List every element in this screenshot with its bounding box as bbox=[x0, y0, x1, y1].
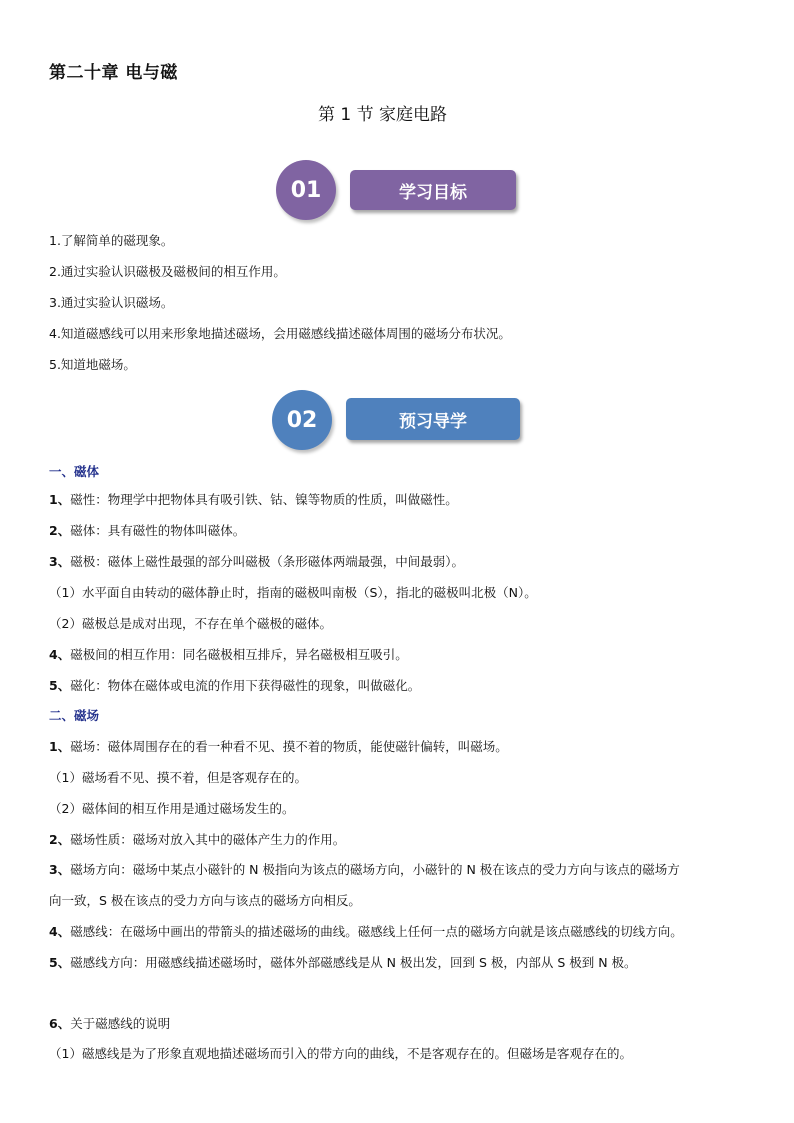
item-text: 磁场性质：磁场对放入其中的磁体产生力的作用。 bbox=[70, 832, 346, 847]
section-heading-magnets: 一、磁体 bbox=[49, 464, 100, 479]
badge-label-bar bbox=[346, 398, 520, 440]
item-number: 6、 bbox=[49, 1016, 71, 1031]
magnet-line bbox=[49, 676, 420, 694]
badge-label: 学习目标 bbox=[399, 182, 467, 203]
item-number: 4、 bbox=[49, 924, 71, 939]
field-line bbox=[49, 830, 345, 848]
item-text: （1）磁场看不见、摸不着，但是客观存在的。 bbox=[49, 770, 307, 785]
section-title: 第 1 节 家庭电路 bbox=[318, 105, 448, 125]
badge-number: 01 bbox=[290, 177, 322, 203]
objective-line: 3.通过实验认识磁场。 bbox=[49, 295, 174, 310]
item-text: （1）磁感线是为了形象直观地描述磁场而引入的带方向的曲线，不是客观存在的。但磁场是客观存在的。 bbox=[49, 1046, 632, 1061]
section-heading-magnetic-field: 二、磁场 bbox=[49, 708, 100, 723]
chapter-title: 第二十章 电与磁 bbox=[49, 63, 178, 83]
field-lines-line bbox=[49, 1014, 170, 1032]
item-text: 关于磁感线的说明 bbox=[70, 1016, 171, 1031]
magnet-line bbox=[49, 490, 458, 508]
badge-label-bar bbox=[350, 170, 516, 210]
item-text: 磁性：物理学中把物体具有吸引铁、钴、镍等物质的性质，叫做磁性。 bbox=[70, 492, 458, 507]
item-number: 3、 bbox=[49, 862, 71, 877]
badge-label: 预习导学 bbox=[399, 411, 467, 432]
item-number: 5、 bbox=[49, 955, 71, 970]
item-text: （1）水平面自由转动的磁体静止时，指南的磁极叫南极（S），指北的磁极叫北极（N）。 bbox=[49, 585, 537, 600]
item-text: 磁化：物体在磁体或电流的作用下获得磁性的现象，叫做磁化。 bbox=[70, 678, 421, 693]
field-line bbox=[49, 891, 361, 909]
objective-line: 4.知道磁感线可以用来形象地描述磁场，会用磁感线描述磁体周围的磁场分布状况。 bbox=[49, 326, 511, 341]
item-text: 磁感线方向：用磁感线描述磁场时，磁体外部磁感线是从 N 极出发，回到 S 极，内部从 S 极到 N 极。 bbox=[70, 955, 637, 970]
badge-number: 02 bbox=[286, 407, 318, 433]
item-number: 4、 bbox=[49, 647, 71, 662]
magnet-line bbox=[49, 552, 464, 570]
magnet-line bbox=[49, 521, 245, 539]
item-text: 向一致，S 极在该点的受力方向与该点的磁场方向相反。 bbox=[49, 893, 361, 908]
badge-number-circle bbox=[276, 160, 336, 220]
item-text: （2）磁极总是成对出现，不存在单个磁极的磁体。 bbox=[49, 616, 332, 631]
preview-guide-badge bbox=[272, 390, 524, 452]
item-text: 磁场方向：磁场中某点小磁针的 N 极指向为该点的磁场方向，小磁针的 N 极在该点的受力方向与该点的磁场方 bbox=[70, 862, 680, 877]
item-text: （2）磁体间的相互作用是通过磁场发生的。 bbox=[49, 801, 295, 816]
item-text: 磁极间的相互作用：同名磁极相互排斥，异名磁极相互吸引。 bbox=[70, 647, 408, 662]
objective-line: 1.了解简单的磁现象。 bbox=[49, 233, 174, 248]
item-number: 2、 bbox=[49, 832, 71, 847]
objective-line: 5.知道地磁场。 bbox=[49, 357, 136, 372]
field-lines-line bbox=[49, 1044, 632, 1062]
item-text: 磁场：磁体周围存在的看一种看不见、摸不着的物质，能使磁针偏转，叫磁场。 bbox=[70, 739, 508, 754]
magnet-line bbox=[49, 645, 408, 663]
field-line bbox=[49, 922, 683, 940]
item-number: 5、 bbox=[49, 678, 71, 693]
field-line bbox=[49, 860, 680, 878]
magnet-line bbox=[49, 583, 537, 601]
learning-objectives-badge bbox=[276, 160, 520, 222]
item-number: 3、 bbox=[49, 554, 71, 569]
field-line bbox=[49, 799, 294, 817]
objective-line: 2.通过实验认识磁极及磁极间的相互作用。 bbox=[49, 264, 286, 279]
magnet-line bbox=[49, 614, 332, 632]
item-number: 1、 bbox=[49, 492, 71, 507]
item-number: 2、 bbox=[49, 523, 71, 538]
field-line bbox=[49, 768, 307, 786]
item-text: 磁体：具有磁性的物体叫磁体。 bbox=[70, 523, 246, 538]
item-text: 磁极：磁体上磁性最强的部分叫磁极（条形磁体两端最强，中间最弱）。 bbox=[70, 554, 464, 569]
item-text: 磁感线：在磁场中画出的带箭头的描述磁场的曲线。磁感线上任何一点的磁场方向就是该点磁感线的切线方向。 bbox=[70, 924, 683, 939]
badge-number-circle bbox=[272, 390, 332, 450]
field-line bbox=[49, 953, 637, 971]
field-line bbox=[49, 737, 508, 755]
item-number: 1、 bbox=[49, 739, 71, 754]
